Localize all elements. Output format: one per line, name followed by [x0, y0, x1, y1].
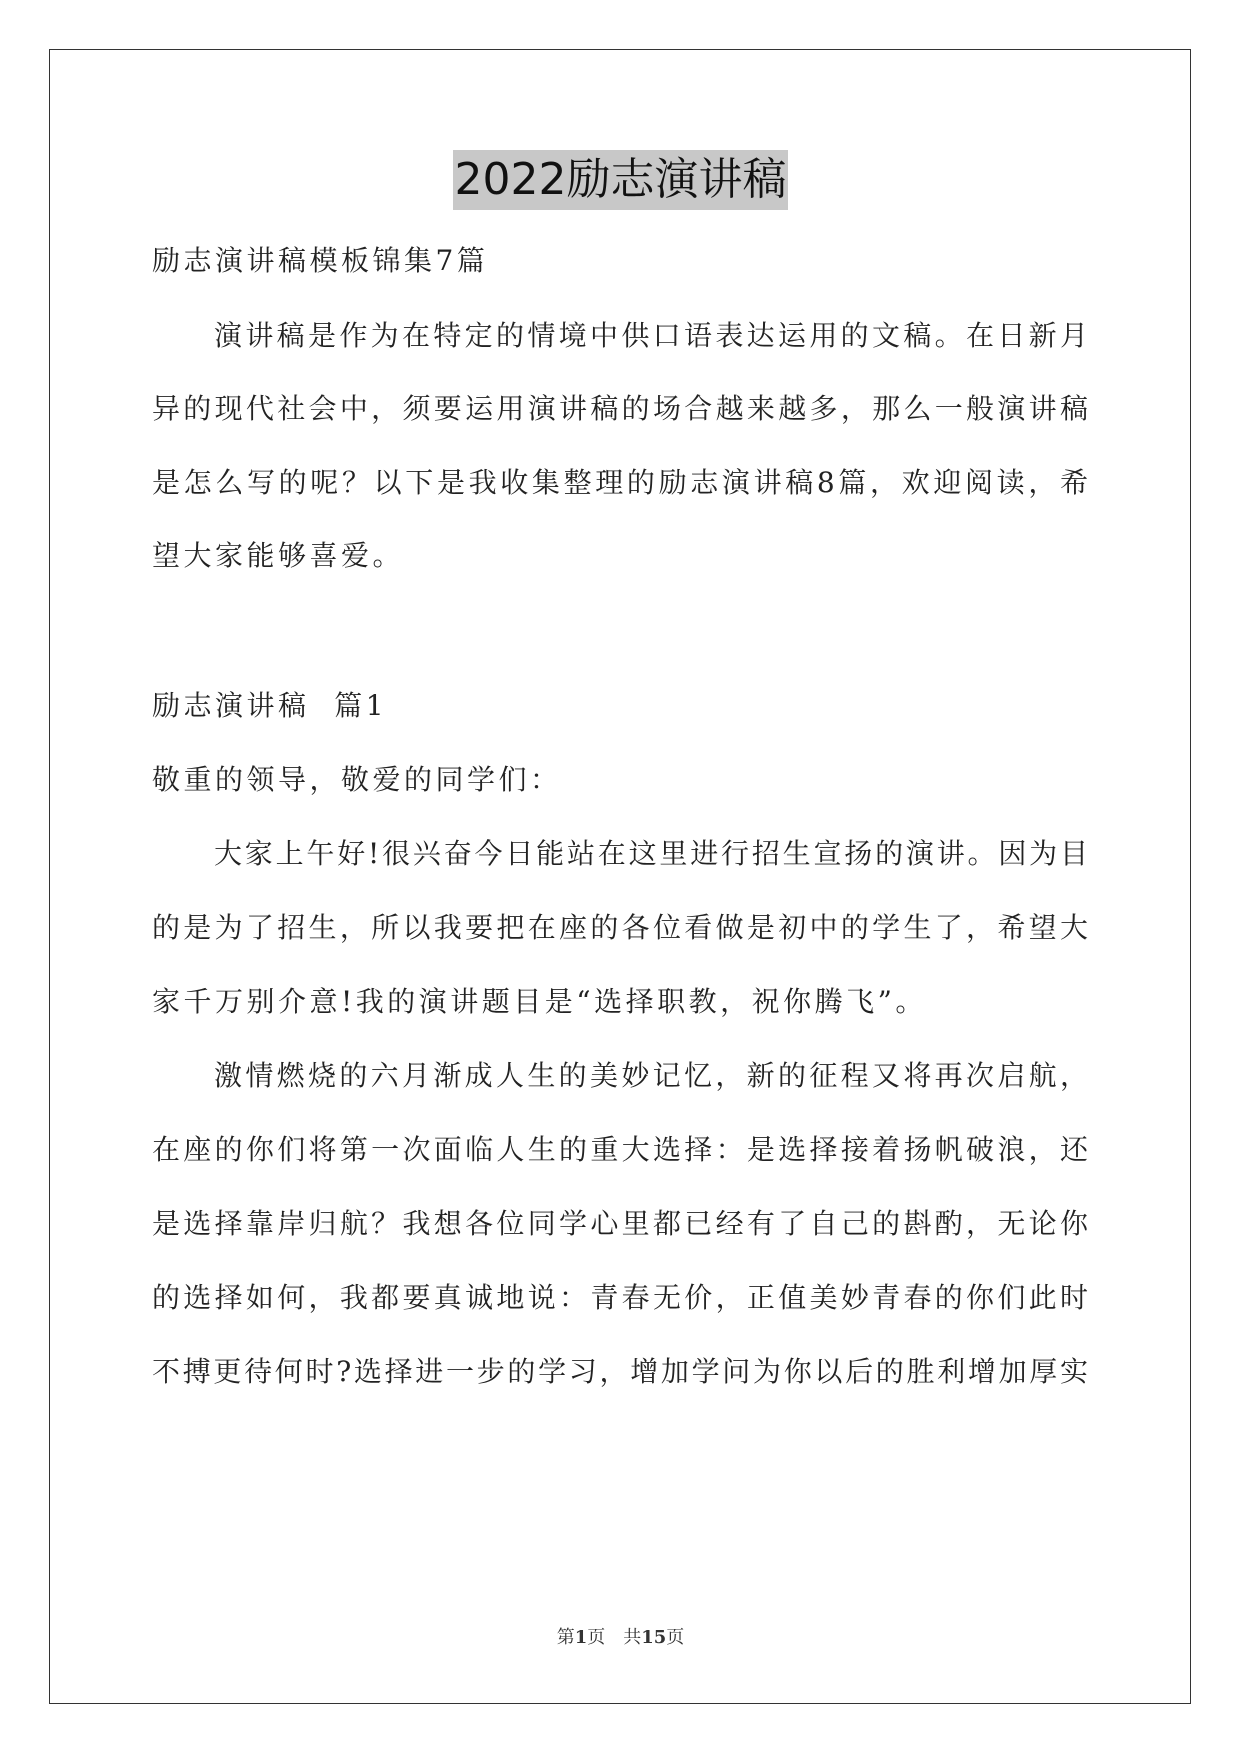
- para1-line-1: 大家上午好!很兴奋今日能站在这里进行招生宣扬的演讲。因为目: [214, 837, 1088, 870]
- page-footer: [0, 1626, 1241, 1650]
- intro-line-1: 演讲稿是作为在特定的情境中供口语表达运用的文稿。在日新月: [214, 319, 1088, 352]
- para2-line-4: 的选择如何，我都要真诚地说：青春无价，正值美妙青春的你们此时: [152, 1281, 1088, 1314]
- footer-page-prefix: 第: [556, 1627, 575, 1648]
- para2-line-2: 在座的你们将第一次面临人生的重大选择：是选择接着扬帆破浪，还: [152, 1133, 1088, 1166]
- intro-line-2: 异的现代社会中，须要运用演讲稿的场合越来越多，那么一般演讲稿: [152, 392, 1088, 425]
- document-title: 2022励志演讲稿: [453, 150, 789, 210]
- para2-line-5: 不搏更待何时?选择进一步的学习，增加学问为你以后的胜利增加厚实: [152, 1355, 1088, 1388]
- para2-line-1: 激情燃烧的六月渐成人生的美妙记忆，新的征程又将再次启航，: [214, 1059, 1088, 1092]
- section-heading: 励志演讲稿 篇1: [152, 689, 388, 722]
- para2-line-3: 是选择靠岸归航？我想各位同学心里都已经有了自己的斟酌，无论你: [152, 1207, 1088, 1240]
- footer-page-current: 1: [574, 1627, 588, 1648]
- intro-line-3: 是怎么写的呢？以下是我收集整理的励志演讲稿8篇，欢迎阅读，希: [152, 466, 1088, 499]
- para1-line-3: 家千万别介意!我的演讲题目是“选择职教，祝你腾飞”。: [152, 985, 927, 1018]
- para1-line-2: 的是为了招生，所以我要把在座的各位看做是初中的学生了，希望大: [152, 911, 1088, 944]
- footer-page-total: 15: [641, 1627, 667, 1648]
- page-border: [49, 49, 1191, 1704]
- document-subtitle: 励志演讲稿模板锦集7篇: [152, 244, 489, 277]
- footer-page-suffix: 页: [666, 1627, 685, 1648]
- intro-line-4: 望大家能够喜爱。: [152, 539, 405, 572]
- salutation: 敬重的领导，敬爱的同学们：: [152, 763, 562, 796]
- footer-page-mid: 页 共: [587, 1627, 642, 1648]
- title-container: [0, 150, 1241, 210]
